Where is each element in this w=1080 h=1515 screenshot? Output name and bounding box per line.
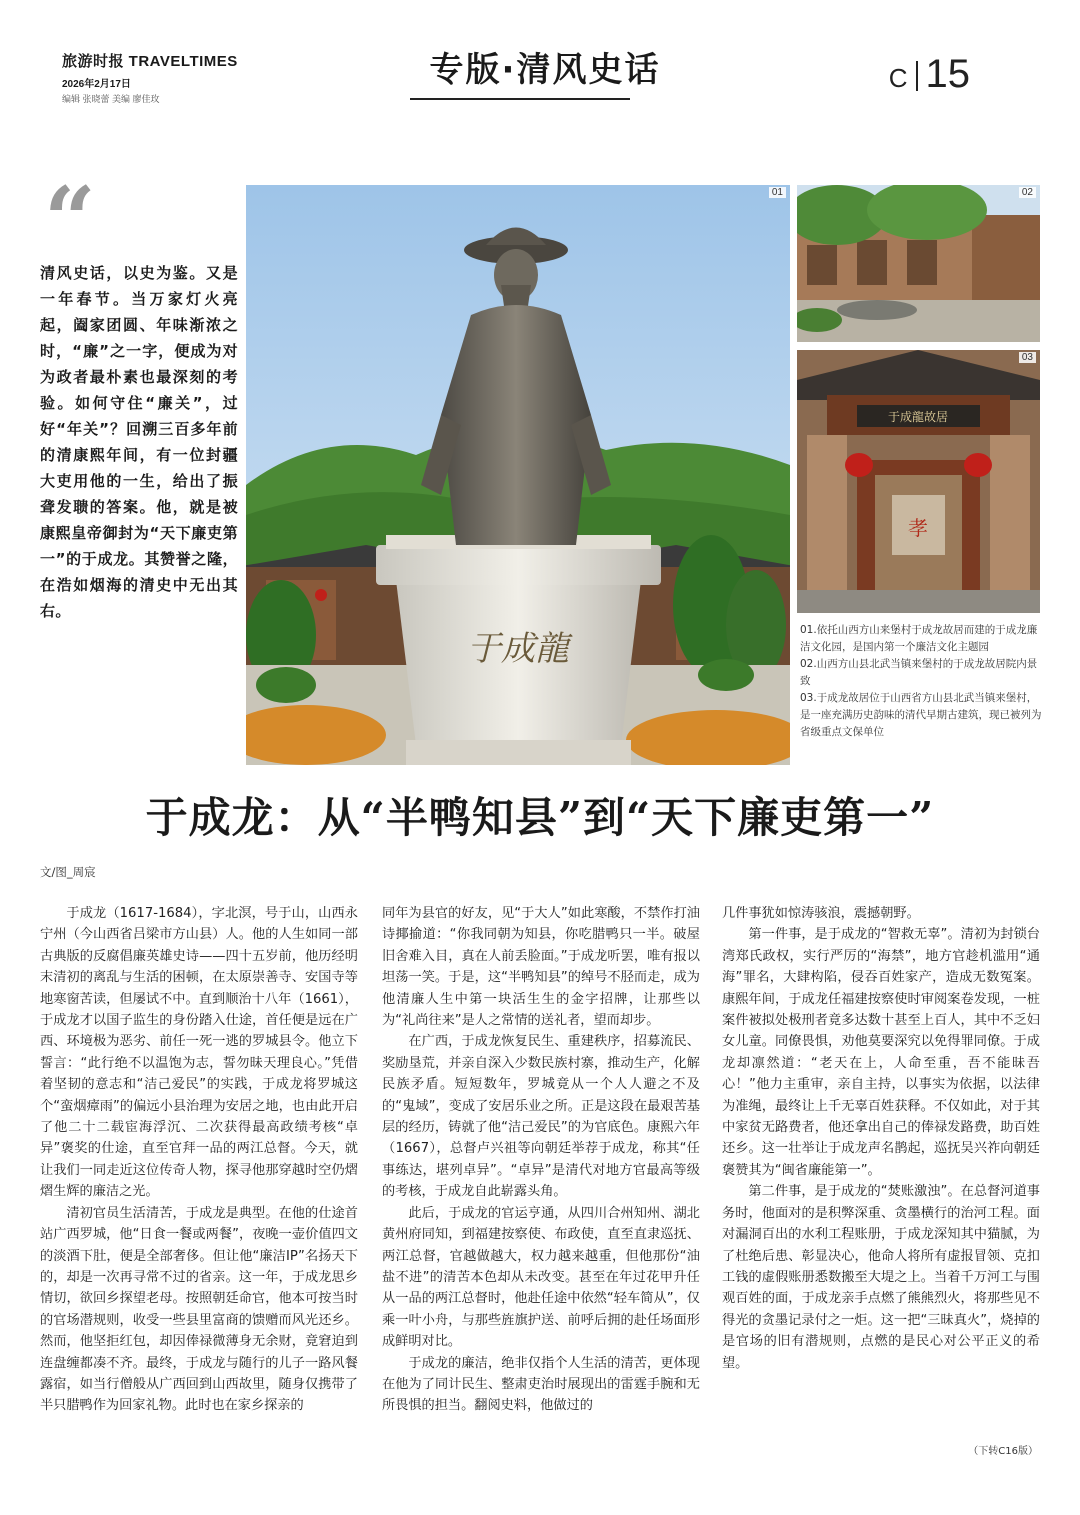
- newspaper-name: [62, 50, 282, 71]
- paragraph: 第一件事，是于成龙的“智救无辜”。清初为封锁台湾郑氏政权，实行严厉的“海禁”，地方官趁机滥用“通海”罪名，大肆构陷，侵吞百姓家产，造成无数冤案。康熙年间，于成龙任福建按察使时审阅案卷发现，一桩案件被拟处极刑者竟多达数十甚至上百人，其中不乏妇女儿童。同僚畏惧，劝他莫要深究以免得罪同僚。于成龙却凛然道：“老天在上，人命至重，吾不能昧吾心！”他力主重审，亲自主持，以事实为依据，以法律为准绳，最终让上千无辜百姓获释。不仅如此，对于其中家贫无路费者，他还拿出自己的俸禄发路费，助百姓还乡。这一壮举让于成龙声名鹊起，巡抚吴兴祚向朝廷褒赞其为“闽省廉能第一”。: [722, 927, 1040, 1178]
- article-column-2: [382, 903, 700, 1417]
- quote-mark-icon: “: [44, 167, 96, 273]
- byline: 文/图_周宸: [40, 865, 96, 879]
- paragraph: 于成龙（1617-1684），字北溟，号于山，山西永宁州（今山西省吕梁市方山县）人。他的人生如同一部古典版的反腐倡廉英雄史诗——四十五岁前，他历经明末清初的离乱与生活的困顿，在太原崇善寺、安国寺等地寒窗苦读，但屡试不中。直到顺治十八年（1661），于成龙才以国子监生的身份踏入仕途，首任便是远在广西、环境极为恶劣、前任一死一逃的罗城县令。他立下誓言：“此行绝不以温饱为志，誓勿昧天理良心。”凭借着坚韧的意志和“洁己爱民”的实践，于成龙将罗城这个“蛮烟瘴雨”的偏远小县治理为安居之地，也由此开启了他二十二载宦海浮沉、二次获得最高政绩考核“卓异”褒奖的仕途，直至官拜一品的两江总督。今天，就让我们一同走近这位传奇人物，探寻他那穿越时空仍熠熠生辉的廉洁之光。: [40, 906, 358, 1200]
- newspaper-name-en: TRAVELTIMES: [128, 53, 238, 70]
- paragraph: 于成龙的廉洁，绝非仅指个人生活的清苦，更体现在他为了同计民生、整肃吏治时展现出的雷霆手腕和无所畏惧的担当。翻阅史料，他做过的: [382, 1355, 700, 1414]
- issue-date: 2026年2月17日: [62, 79, 131, 90]
- article-column-1: [40, 903, 358, 1417]
- continued-on-note: （下转C16版）: [968, 1446, 1038, 1457]
- article-headline: 于成龙：从“半鸭知县”到“天下廉吏第一”: [145, 793, 935, 842]
- photo-courtyard: [797, 185, 1040, 342]
- masthead: [62, 50, 282, 105]
- paragraph: 同年为县官的好友，见“于大人”如此寒酸，不禁作打油诗揶揄道：“你我同朝为知县，你吃腊鸭只一半。破屋旧舍难入目，真在人前丢脸面。”于成龙听罢，唯有报以坦荡一笑。于是，这“半鸭知县”的绰号不胫而走，成为他清廉人生中第一块活生生的金字招牌，让那些以为“礼尚往来”是人之常情的送礼者，望而却步。: [382, 906, 700, 1029]
- section-title-rule: [410, 98, 630, 100]
- photo-captions: [800, 622, 1042, 741]
- page-number-value: 15: [925, 52, 970, 96]
- door-character: 孝: [908, 516, 928, 540]
- residence-plaque: 于成龍故居: [887, 410, 949, 424]
- lead-paragraph: 清风史话，以史为鉴。又是一年春节。当万家灯火亮起，阖家团圆、年味渐浓之时，“廉”之一字，便成为对为政者最朴素也最深刻的考验。如何守住“廉关”，过好“年关”？回溯三百多年前的清康熙年间，有一位封疆大吏用他的一生，给出了振聋发聩的答案。他，就是被康熙皇帝御封为“天下廉吏第一”的于成龙。其赞誉之隆，在浩如烟海的清史中无出其右。: [40, 264, 238, 620]
- caption-01: 01.依托山西方山来堡村于成龙故居而建的于成龙廉洁文化园，是国内第一个廉洁文化主题园: [800, 624, 1038, 653]
- caption-02: 02.山西方山县北武当镇来堡村的于成龙故居院内景致: [800, 658, 1038, 687]
- courtyard-illustration: [797, 185, 1040, 342]
- pedestal-inscription: 于成龍: [467, 629, 569, 669]
- photo-statue: [246, 185, 790, 765]
- statue-illustration: [246, 185, 790, 765]
- page-number: [889, 52, 970, 97]
- caption-03: 03.于成龙故居位于山西省方山县北武当镇来堡村，是一座充满历史韵味的清代早期古建筑，现已被列为省级重点文保单位: [800, 692, 1042, 738]
- paragraph: 此后，于成龙的官运亨通，从四川合州知州、湖北黄州府同知，到福建按察使、布政使，直至直隶巡抚、两江总督，官越做越大，权力越来越重，但他那份“油盐不进”的清苦本色却从未改变。甚至在年过花甲升任从一品的两江总督时，他赴任途中依然“轻车简从”，仅乘一叶小舟，与那些旌旗护送、前呼后拥的赴任场面形成鲜明对比。: [382, 1205, 700, 1350]
- photo-number: 03: [1019, 352, 1036, 363]
- section-title: 专版·清风史话: [429, 50, 661, 90]
- paragraph: 在广西，于成龙恢复民生、重建秩序，招募流民、奖励垦荒，并亲自深入少数民族村寨，推动生产，化解民族矛盾。短短数年，罗城竟从一个人人避之不及的“鬼域”，变成了安居乐业之所。正是这段在最艰苦基层的经历，铸就了他“洁己爱民”的为官底色。康熙六年（1667），总督卢兴祖等向朝廷举荐于成龙，称其“任事练达，堪列卓异”。“卓异”是清代对地方官最高等级的考核，于成龙自此崭露头角。: [382, 1034, 700, 1200]
- photo-number: 02: [1019, 187, 1036, 198]
- photo-number: 01: [769, 187, 786, 198]
- page-prefix: C: [888, 63, 908, 93]
- gate-illustration: [797, 350, 1040, 613]
- photo-residence-gate: [797, 350, 1040, 613]
- paragraph: 清初官员生活清苦，于成龙是典型。在他的仕途首站广西罗城，他“日食一餐或两餐”，夜晚一壶价值四文的淡酒下肚，便是全部奢侈。但让他“廉洁IP”名扬天下的，却是一次再寻常不过的省亲。这一年，于成龙思乡情切，欲回乡探望老母。按照朝廷命官，他本可按当时的官场潜规则，收受一些县里富商的馈赠而风光还乡。然而，他坚拒红包，却因俸禄微薄身无余财，竟窘迫到连盘缠都凑不齐。最终，于成龙与随行的儿子一路风餐露宿，如当行僧般从广西回到山西故里，随身仅携带了半只腊鸭作为回家礼物。此时也在家乡探亲的: [40, 1205, 358, 1414]
- paragraph: 第二件事，是于成龙的“焚账激浊”。在总督河道事务时，他面对的是积弊深重、贪墨横行的治河工程。面对漏洞百出的水利工程账册，于成龙深知其中猫腻，为了杜绝后患、彰显决心，他命人将所有虚报冒领、克扣工钱的虚假账册悉数搬至大堤之上。当着千万河工与围观百姓的面，于成龙亲手点燃了熊熊烈火，将那些见不得光的贪墨记录付之一炬。这一把“三昧真火”，烧掉的是官场的旧有潜规则，点燃的是民心对公平正义的希望。: [722, 1184, 1040, 1371]
- editors-line: 编辑 张晓蕾 美编 廖佳玫: [62, 94, 160, 104]
- newspaper-name-cn: 旅游时报: [62, 53, 129, 70]
- paragraph: 几件事犹如惊涛骇浪，震撼朝野。: [722, 906, 920, 921]
- page-number-divider: [916, 61, 918, 91]
- article-column-3: [722, 903, 1040, 1374]
